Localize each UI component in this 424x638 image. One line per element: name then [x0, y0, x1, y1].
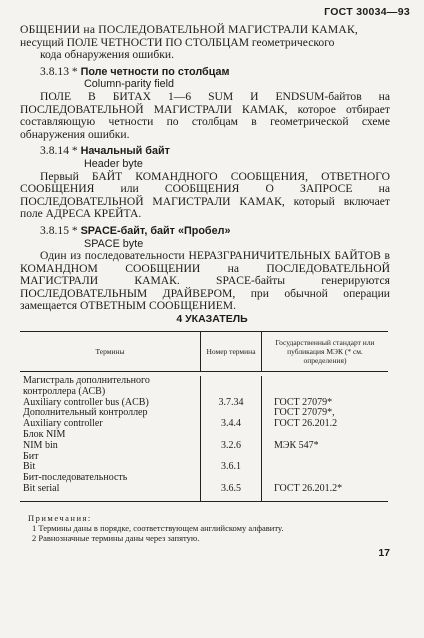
term-cell: Bit — [23, 461, 36, 473]
paragraph-line: кода обнаружения ошибки. — [40, 48, 174, 62]
table-row — [20, 484, 388, 501]
term-english: Header byte — [84, 157, 143, 170]
paragraph-line: несущий ПОЛЕ ЧЕТНОСТИ ПО СТОЛБЦАМ геометрического — [20, 35, 335, 49]
term-cell: Auxiliary controller bus (ACB) — [23, 396, 149, 408]
term-title: Начальный байт — [80, 145, 170, 158]
number-cell: 3.7.34 — [201, 398, 262, 409]
paragraph-line: ОБЩЕНИИ на ПОСЛЕДОВАТЕЛЬНОЙ МАГИСТРАЛИ КАМАК, — [20, 23, 358, 36]
standard-cell: ГОСТ 26.201.2* — [262, 484, 389, 501]
table-row — [20, 419, 388, 430]
term-english: SPACE byte — [84, 237, 144, 250]
term-cell: Bit serial — [20, 484, 201, 501]
term-cell: Бит — [23, 450, 39, 462]
term-cell: Auxiliary controller — [23, 418, 103, 430]
term-definition: ПОЛЕ В БИТАХ 1—6 SUM И ENDSUM-байтов на ПОСЛЕДОВАТЕЛЬНОЙ МАГИСТРАЛИ КАМАК, которое отбирает составляющую четности по столбцам в геометрической схеме обнаружения ошибки. — [20, 89, 390, 141]
term-heading-3-8-15 — [20, 225, 390, 238]
term-cell: Блок NIM — [23, 428, 66, 440]
column-header-terms: Термины — [20, 332, 201, 372]
page-header: ГОСТ 30034—93 — [324, 6, 410, 18]
standard-cell: ГОСТ 27079* — [262, 398, 389, 409]
index-title: 4 УКАЗАТЕЛЬ — [176, 313, 248, 325]
notes-block — [20, 513, 390, 544]
term-cell: NIM bin — [23, 439, 58, 451]
standard-cell: ГОСТ 27079*, — [262, 408, 389, 419]
term-cell: Дополнительный контроллер — [23, 407, 148, 419]
term-number: 3.8.15 * — [40, 223, 78, 237]
notes-heading: Примечания: — [28, 513, 92, 523]
index-table — [20, 331, 388, 502]
table-row — [20, 430, 388, 441]
standard-cell: МЭК 547* — [262, 441, 389, 452]
term-title: Поле четности по столбцам — [80, 65, 230, 78]
table-row — [20, 452, 388, 463]
term-cell: Магистраль дополнительного контроллера (АСВ) — [23, 375, 150, 397]
term-english: Column-parity field — [84, 78, 175, 91]
standard-cell — [262, 462, 389, 473]
table-row — [20, 441, 388, 452]
number-cell — [201, 376, 262, 398]
term-cell: Бит-последовательность — [23, 472, 128, 484]
page-body — [20, 24, 390, 313]
page-number: 17 — [378, 547, 390, 559]
term-number: 3.8.13 * — [40, 64, 78, 78]
term-heading-3-8-13 — [20, 66, 390, 79]
index-header-row — [20, 332, 388, 372]
column-header-number: Номер термина — [201, 332, 262, 372]
term-heading-3-8-14 — [20, 145, 390, 158]
term-number: 3.8.14 * — [40, 144, 78, 158]
standard-cell: ГОСТ 26.201.2 — [262, 419, 389, 430]
number-cell: 3.4.4 — [201, 419, 262, 430]
number-cell: 3.2.6 — [201, 441, 262, 452]
table-row — [20, 376, 388, 398]
term-definition: Первый БАЙТ КОМАНДНОГО СООБЩЕНИЯ, ОТВЕТНОГО СООБЩЕНИЯ или СООБЩЕНИЯ О ЗАПРОСЕ на ПОСЛЕДОВАТЕЛЬНОЙ МАГИСТРАЛИ КАМАК, который включает поле АДРЕСА КРЕЙТА. — [20, 169, 390, 221]
column-header-standard: Государственный стандарт или публикация МЭК (* см. определения) — [262, 332, 389, 372]
standard-cell — [262, 452, 389, 463]
standard-cell — [262, 376, 389, 398]
number-cell: 3.6.5 — [201, 484, 262, 501]
number-cell: 3.6.1 — [201, 462, 262, 473]
term-definition: Один из последовательности НЕРАЗГРАНИЧИТЕЛЬНЫХ БАЙТОВ в КОМАНДНОМ СООБЩЕНИИ на ПОСЛЕДОВАТЕЛЬНОЙ МАГИСТРАЛИ КАМАК. SPACE-байты генерируются ПОСЛЕДОВАТЕЛЬНЫМ ДРАЙВЕРОМ, при обычной операции замещается ОТВЕТНЫМ СООБЩЕНИЕМ. — [20, 249, 390, 313]
note-item: 1 Термины даны в порядке, соответствующем английскому алфавиту. — [32, 523, 284, 534]
note-item: 2 Равнозначные термины даны через запятую. — [32, 533, 200, 544]
term-title: SPACE-байт, байт «Пробел» — [80, 224, 231, 237]
